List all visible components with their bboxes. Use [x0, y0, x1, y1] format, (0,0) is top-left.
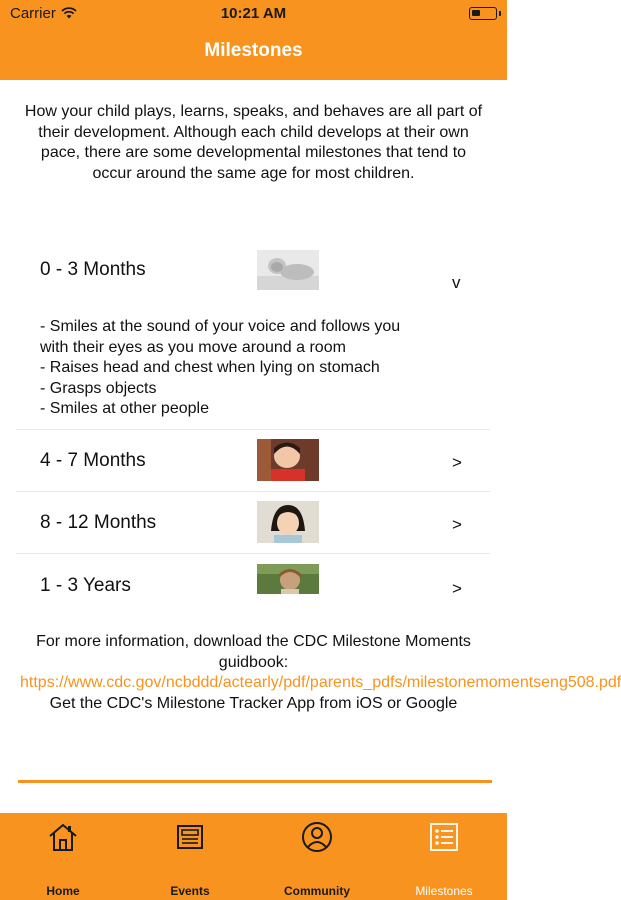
milestone-details	[40, 317, 470, 420]
status-time: 10:21 AM	[220, 5, 287, 22]
toddler-photo	[257, 501, 319, 543]
home-icon	[47, 821, 79, 853]
tab-label: Home	[46, 884, 80, 898]
milestone-detail-line: - Smiles at the sound of your voice and follows you	[40, 318, 401, 335]
age-group-label: 1 - 3 Years	[40, 575, 131, 596]
age-group-label: 0 - 3 Months	[40, 259, 146, 280]
age-group-row-8-12-months[interactable]	[16, 492, 490, 553]
tab-bar	[0, 813, 507, 900]
battery-icon	[469, 7, 497, 20]
baby-sleeping-photo	[257, 250, 319, 290]
milestone-detail-line: - Grasps objects	[40, 379, 157, 397]
more-info-after: Get the CDC's Milestone Tracker App from iOS or Google	[49, 694, 458, 712]
tab-label: Milestones	[415, 884, 473, 898]
checklist-icon	[428, 821, 460, 853]
milestones-content[interactable]	[0, 80, 621, 813]
baby-photo	[257, 439, 319, 481]
milestone-detail-line: - Smiles at other people	[40, 400, 209, 417]
cdc-guidebook-link[interactable]: https://www.cdc.gov/ncbddd/actearly/pdf/parents_pdfs/milestonemomentseng508.pdf	[20, 674, 621, 691]
tab-label: Community	[284, 884, 350, 898]
status-bar	[0, 0, 507, 28]
chevron-right-icon: >	[452, 515, 462, 534]
tab-home[interactable]	[0, 813, 126, 900]
chevron-down-icon: v	[452, 273, 461, 292]
chevron-right-icon: >	[452, 579, 462, 598]
tab-milestones[interactable]	[381, 813, 507, 900]
age-group-label: 8 - 12 Months	[40, 512, 157, 533]
section-divider	[18, 780, 492, 783]
age-group-row-1-3-years[interactable]	[16, 554, 490, 616]
age-group-row-0-3-months[interactable]	[16, 238, 490, 308]
child-photo	[257, 564, 319, 594]
chevron-right-icon: >	[452, 453, 462, 472]
newspaper-icon	[174, 821, 206, 853]
person-circle-icon	[301, 821, 333, 853]
tab-community[interactable]	[254, 813, 380, 900]
tab-events[interactable]	[127, 813, 253, 900]
carrier-label: Carrier	[10, 5, 56, 22]
navigation-bar	[0, 0, 507, 80]
intro-text: How your child plays, learns, speaks, and behaves are all part of their development. Although each child develops at their own pace, there are some developmental milestones that tend to occur around the same age for most children.	[24, 103, 483, 182]
milestone-detail-line: with their eyes as you move around a room	[40, 338, 346, 356]
page-title: Milestones	[204, 40, 303, 61]
more-info-before: For more information, download the CDC Milestone Moments guidbook:	[36, 633, 471, 671]
age-group-label: 4 - 7 Months	[40, 450, 146, 471]
age-group-row-4-7-months[interactable]	[16, 430, 490, 491]
milestone-detail-line: - Raises head and chest when lying on stomach	[40, 359, 380, 376]
more-info-text	[20, 632, 621, 714]
tab-label: Events	[170, 884, 210, 898]
